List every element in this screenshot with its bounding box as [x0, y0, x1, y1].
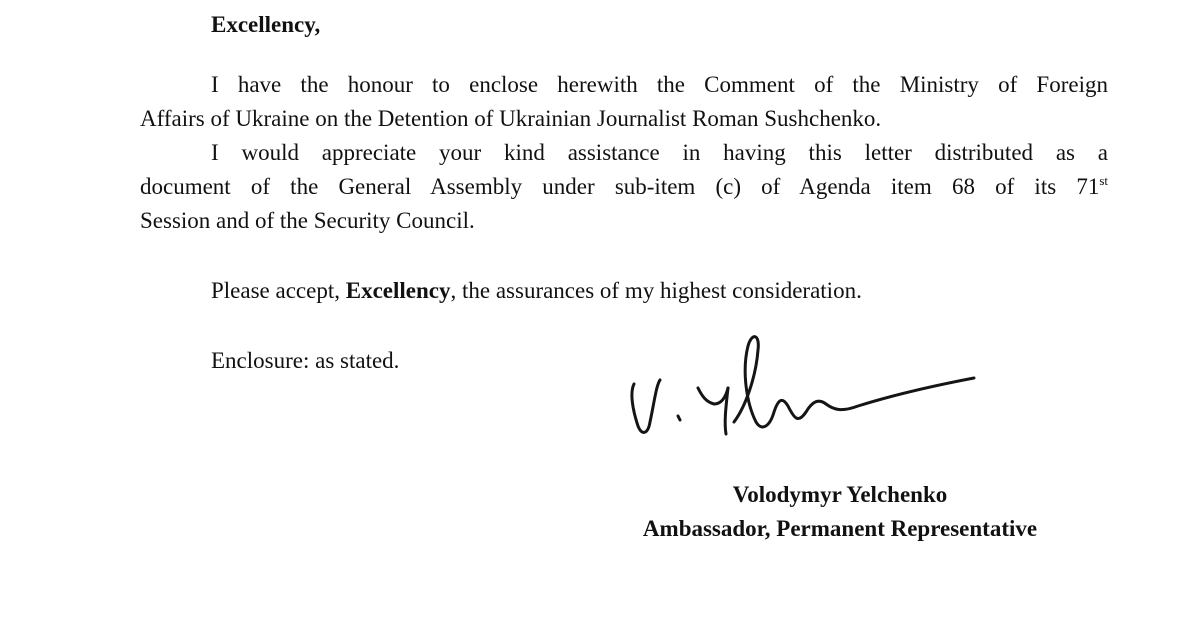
paragraph-2-line-2-text: document of the General Assembly under sub-item (c) of Agenda item 68 of its 71 [140, 174, 1100, 199]
paragraph-1-line-2: Affairs of Ukraine on the Detention of Ukrainian Journalist Roman Sushchenko. [140, 106, 882, 131]
handwritten-signature [622, 326, 984, 442]
signatory-block [560, 478, 1120, 546]
ordinal-suffix: st [1099, 173, 1108, 188]
signatory-name: Volodymyr Yelchenko [732, 482, 948, 507]
salutation: Excellency, [211, 12, 321, 37]
closing-before: Please accept, [211, 278, 340, 303]
closing-excellency: Excellency [345, 278, 451, 303]
paragraph-2-line-2 [140, 170, 1108, 204]
paragraph-2-line-1: I would appreciate your kind assistance in having this letter distributed as a [211, 140, 1108, 165]
closing-after: , the assurances of my highest consideration. [450, 278, 862, 303]
paragraph-enclosure-notice [140, 68, 1108, 136]
paragraph-distribution-request [140, 136, 1108, 238]
signatory-title: Ambassador, Permanent Representative [642, 516, 1038, 541]
paragraph-1-line-1: I have the honour to enclose herewith the Comment of the Ministry of Foreign [211, 72, 1108, 97]
enclosure-note: Enclosure: as stated. [211, 348, 400, 373]
closing-line [211, 274, 862, 308]
paragraph-2-line-3: Session and of the Security Council. [140, 208, 475, 233]
